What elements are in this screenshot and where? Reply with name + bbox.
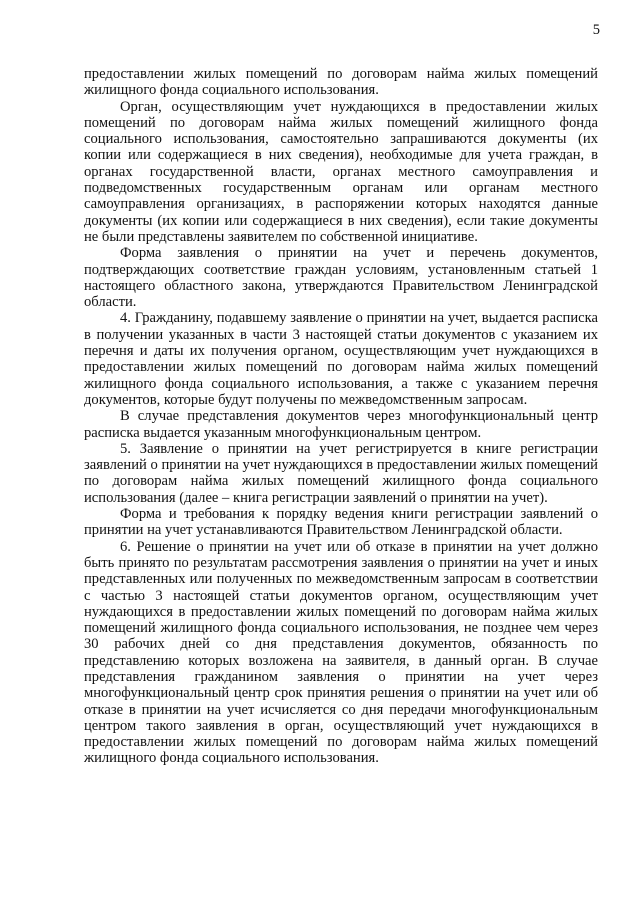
paragraph-continuation: предоставлении жилых помещений по договорам найма жилых помещений жилищного фонда социального использования.	[84, 66, 598, 99]
paragraph-mfc-receipt: В случае представления документов через многофункциональный центр расписка выдается указанным многофункциональным центром.	[84, 408, 598, 441]
paragraph-authority-requests: Орган, осуществляющим учет нуждающихся в предоставлении жилых помещений по договорам найма жилых помещений жилищного фонда социального использования, самостоятельно запрашиваются документы (их копии или содержащиеся в них сведения), необходимые для учета граждан, в органах государственной власти, органах местного самоуправления и подведомственных государственным органам или органам местного самоуправления организациях, в распоряжении которых находятся данные документы (их копии или содержащиеся в них сведения), если такие документы не были представлены заявителем по собственной инициативе.	[84, 98, 598, 245]
paragraph-item-6-decision: 6. Решение о принятии на учет или об отказе в принятии на учет должно быть принято по результатам рассмотрения заявления о принятии на учет и иных представленных или полученных по межведомственным запросам в соответствии с частью 3 настоящей статьи документов органом, осуществляющим учет нуждающихся в предоставлении жилых помещений по договорам найма жилых помещений жилищного фонда социального использования, не позднее чем через 30 рабочих дней со дня представления документов, обязанность по представлению которых возложена на заявителя, в данный орган. В случае представления гражданином заявления о принятии на учет через многофункциональный центр срок принятия решения о принятии на учет или об отказе в принятии на учет исчисляется со дня передачи многофункциональным центром такого заявления в орган, осуществляющий учет нуждающихся в предоставлении жилых помещений по договорам найма жилых помещений жилищного фонда социального использования.	[84, 538, 598, 767]
paragraph-item-4-receipt: 4. Гражданину, подавшему заявление о принятии на учет, выдается расписка в получении указанных в части 3 настоящей статьи документов с указанием их перечня и даты их получения органом, осуществляющим учет нуждающихся в предоставлении жилых помещений по договорам найма жилых помещений жилищного фонда социального использования, а также с указанием перечня документов, которые будут получены по межведомственным запросам.	[84, 310, 598, 408]
page-number: 5	[592, 22, 600, 38]
document-body	[84, 66, 598, 767]
paragraph-item-5-registration: 5. Заявление о принятии на учет регистрируется в книге регистрации заявлений о принятии на учет нуждающихся в предоставлении жилых помещений по договорам найма жилых помещений жилищного фонда социального использования (далее – книга регистрации заявлений о принятии на учет).	[84, 440, 598, 506]
paragraph-application-form: Форма заявления о принятии на учет и перечень документов, подтверждающих соответствие граждан условиям, установленным статьей 1 настоящего областного закона, утверждаются Правительством Ленинградской области.	[84, 245, 598, 311]
paragraph-registry-requirements: Форма и требования к порядку ведения книги регистрации заявлений о принятии на учет устанавливаются Правительством Ленинградской области.	[84, 506, 598, 539]
